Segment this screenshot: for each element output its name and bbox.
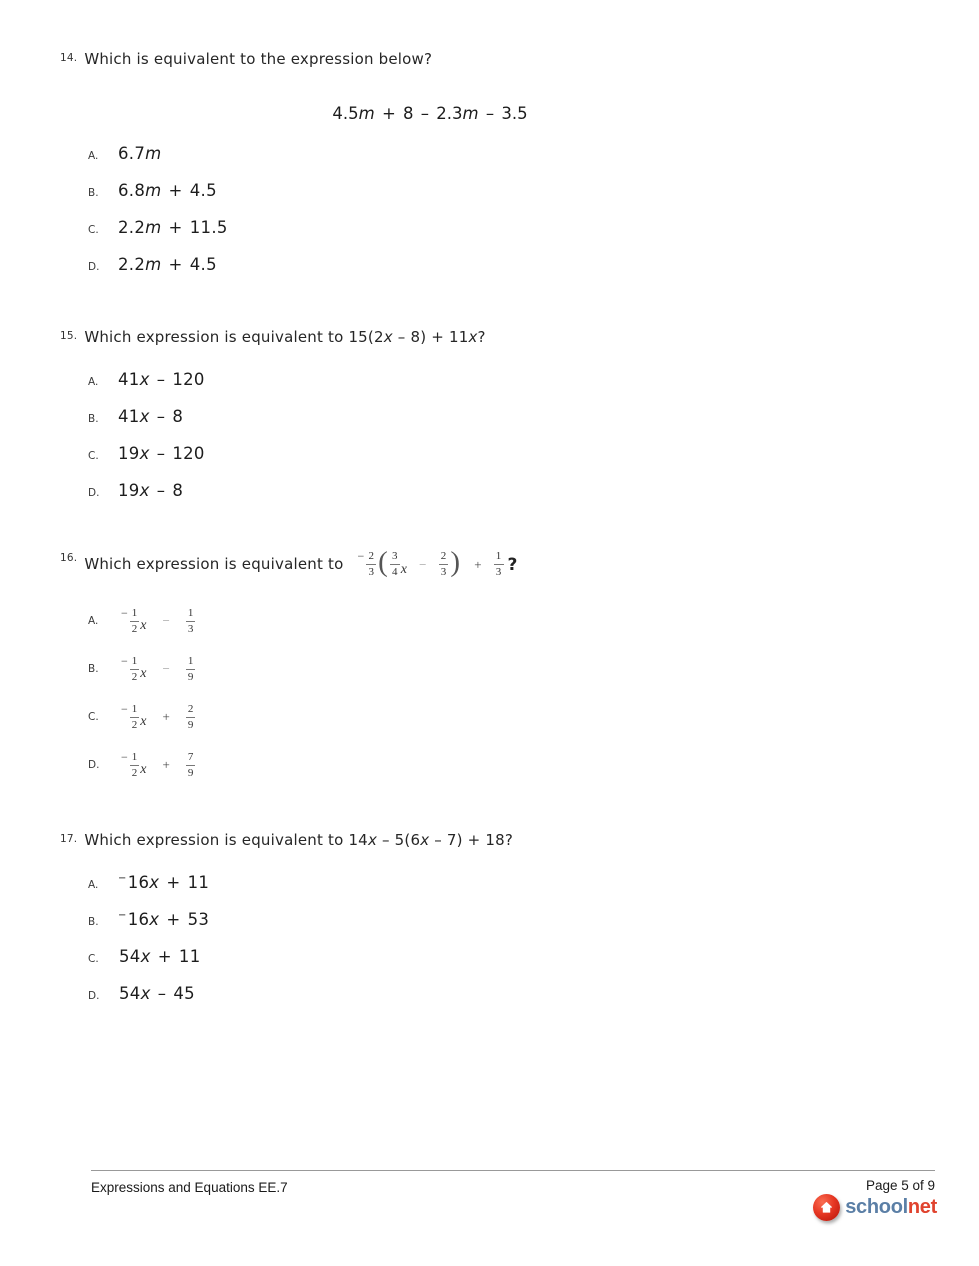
question-number: 16.: [60, 551, 78, 564]
choice-text: [118, 444, 205, 463]
variable: x: [140, 984, 151, 1003]
question-16: [60, 543, 840, 796]
variable: x: [140, 666, 147, 681]
choice-letter: B.: [88, 663, 99, 675]
fraction: $\frac{2}{9}$: [187, 702, 194, 731]
constant-part: + 53: [159, 910, 210, 929]
choice-row-c: [88, 444, 840, 465]
coefficient: 16: [127, 873, 150, 892]
question-14: [60, 48, 840, 292]
coefficient: 2.2: [118, 255, 146, 274]
constant-part: – 8: [149, 407, 184, 426]
fraction: $\frac{1}{9}$: [187, 654, 194, 683]
choice-row-a: [88, 144, 840, 165]
fraction: $\frac{1}{2}$: [131, 654, 138, 683]
constant-part: + 11: [159, 873, 210, 892]
variable: m: [145, 218, 162, 237]
fraction: $\frac{1}{2}$: [131, 606, 138, 635]
variable: x: [139, 370, 150, 389]
constant-part: – 120: [149, 370, 205, 389]
footer-standard-label: Expressions and Equations EE.7: [91, 1180, 288, 1195]
choice-row-a: [88, 604, 840, 638]
coefficient: 54: [119, 947, 141, 966]
coefficient: 19: [118, 444, 140, 463]
question-17: [60, 829, 840, 1021]
choice-letter: C.: [88, 450, 99, 462]
question-text: Which expression is equivalent to: [84, 554, 344, 573]
fraction: $\frac{1}{3}$: [495, 549, 502, 578]
expr-part: – 3.5: [478, 104, 528, 123]
expr-variable: m: [358, 104, 375, 123]
choice-row-c: [88, 700, 840, 734]
choice-text: [118, 255, 217, 274]
fraction: $\frac{7}{9}$: [187, 750, 194, 779]
choice-math: [121, 605, 195, 635]
left-paren: (: [378, 545, 389, 578]
choice-letter: C.: [88, 224, 99, 236]
superscript-minus: −: [118, 910, 127, 921]
choice-letter: B.: [88, 413, 99, 425]
minus-operator: −: [419, 556, 427, 572]
variable: x: [139, 444, 150, 463]
variable: m: [145, 255, 162, 274]
choice-row-a: [88, 370, 840, 391]
choice-text: [118, 407, 183, 426]
expression-display: [60, 103, 800, 124]
question-number: 17.: [60, 833, 78, 845]
choice-letter: D.: [88, 990, 100, 1002]
variable: x: [140, 947, 151, 966]
fraction: $\frac{3}{4}$: [392, 549, 398, 578]
variable: x: [383, 328, 393, 346]
prompt-part: Which expression is equivalent to 15(2: [84, 328, 384, 346]
expr-part: + 8 – 2.3: [374, 104, 463, 123]
question-16-head: [60, 543, 840, 585]
choice-list: [60, 370, 840, 502]
choice-math: [121, 701, 195, 731]
choice-text: [118, 984, 195, 1003]
choice-text: [118, 873, 209, 892]
choice-row-b: [88, 181, 840, 202]
choice-row-b: [88, 407, 840, 428]
choice-letter: C.: [88, 953, 99, 965]
minus-operator: −: [162, 661, 170, 676]
prompt-part: – 7) + 18?: [429, 831, 514, 849]
footer-divider: [91, 1170, 935, 1171]
prompt-part: – 8) + 11: [392, 328, 469, 346]
constant-part: + 4.5: [161, 181, 217, 200]
variable: m: [145, 144, 162, 163]
variable: x: [139, 481, 150, 500]
plus-operator: +: [162, 709, 170, 724]
choice-letter: A.: [88, 150, 99, 162]
constant-part: – 120: [149, 444, 205, 463]
superscript-minus: −: [121, 605, 128, 620]
variable: x: [149, 910, 160, 929]
plus-operator: +: [474, 556, 482, 572]
choice-text: [118, 218, 228, 237]
choice-math: [121, 653, 195, 683]
choice-row-c: [88, 947, 840, 968]
coefficient: 2.2: [118, 218, 146, 237]
choice-row-c: [88, 218, 840, 239]
choice-letter: A.: [88, 615, 99, 627]
question-15-head: [60, 326, 840, 348]
expression-inline: [357, 545, 518, 579]
fraction: $\frac{2}{3}$: [368, 549, 375, 578]
choice-list: [60, 144, 840, 276]
choice-letter: D.: [88, 261, 100, 273]
variable: x: [140, 714, 147, 729]
question-number: 15.: [60, 330, 78, 342]
constant-part: – 45: [150, 984, 195, 1003]
variable: x: [140, 762, 147, 777]
choice-row-a: [88, 873, 840, 894]
prompt-part: ?: [477, 328, 486, 346]
choice-row-b: [88, 652, 840, 686]
fraction: $\frac{2}{3}$: [440, 549, 447, 578]
variable: x: [367, 831, 378, 849]
variable: x: [468, 328, 478, 346]
coefficient: 6.7: [118, 144, 146, 163]
coefficient: 41: [118, 370, 140, 389]
question-17-head: [60, 829, 840, 851]
constant-part: + 4.5: [161, 255, 217, 274]
coefficient: 6.8: [118, 181, 146, 200]
superscript-minus: −: [357, 548, 365, 563]
choice-text: [118, 370, 205, 389]
plus-operator: +: [162, 757, 170, 772]
constant-part: – 8: [149, 481, 184, 500]
prompt-part: Which expression is equivalent to 14: [84, 831, 368, 849]
question-15: [60, 326, 840, 518]
schoolnet-logo: [813, 1194, 937, 1221]
question-text: [84, 831, 513, 849]
house-icon: [813, 1194, 840, 1221]
choice-row-d: [88, 481, 840, 502]
variable: x: [420, 831, 430, 849]
variable: m: [145, 181, 162, 200]
prompt-part: – 5(6: [377, 831, 421, 849]
variable: x: [139, 407, 150, 426]
choice-letter: C.: [88, 711, 99, 723]
choice-row-d: [88, 255, 840, 276]
expr-part: 4.5: [332, 104, 359, 123]
choice-letter: B.: [88, 916, 99, 928]
superscript-minus: −: [121, 749, 128, 764]
question-text: [84, 328, 485, 346]
choice-text: [118, 481, 183, 500]
superscript-minus: −: [121, 653, 128, 668]
page-number: Page 5 of 9: [865, 1178, 935, 1193]
coefficient: 41: [118, 407, 140, 426]
choice-math: [121, 749, 195, 779]
superscript-minus: −: [118, 873, 127, 884]
variable: x: [140, 618, 147, 633]
choice-letter: D.: [88, 487, 100, 499]
superscript-minus: −: [121, 701, 128, 716]
choice-text: [118, 144, 162, 163]
fraction: $\frac{1}{2}$: [131, 750, 138, 779]
fraction: $\frac{1}{2}$: [131, 702, 138, 731]
choice-list: [60, 604, 840, 782]
question-14-head: [60, 48, 840, 70]
variable: x: [400, 561, 408, 577]
choice-text: [118, 947, 201, 966]
fraction: $\frac{1}{3}$: [187, 606, 194, 635]
minus-operator: −: [162, 613, 170, 628]
constant-part: + 11.5: [161, 218, 228, 237]
choice-letter: B.: [88, 187, 99, 199]
logo-text-school: school: [845, 1196, 908, 1218]
coefficient: 19: [118, 481, 140, 500]
question-mark: ?: [507, 554, 518, 575]
logo-text-net: net: [907, 1196, 937, 1218]
choice-list: [60, 873, 840, 1005]
choice-text: [118, 910, 209, 929]
choice-text: [118, 181, 217, 200]
choice-letter: A.: [88, 376, 99, 388]
choice-row-d: [88, 748, 840, 782]
choice-letter: A.: [88, 879, 99, 891]
choice-letter: D.: [88, 759, 100, 771]
coefficient: 54: [119, 984, 141, 1003]
coefficient: 16: [127, 910, 150, 929]
right-paren: ): [450, 545, 461, 578]
question-number: 14.: [60, 52, 78, 64]
expr-variable: m: [462, 104, 479, 123]
choice-row-d: [88, 984, 840, 1005]
choice-row-b: [88, 910, 840, 931]
question-text: Which is equivalent to the expression below?: [84, 50, 433, 68]
constant-part: + 11: [150, 947, 201, 966]
variable: x: [149, 873, 160, 892]
